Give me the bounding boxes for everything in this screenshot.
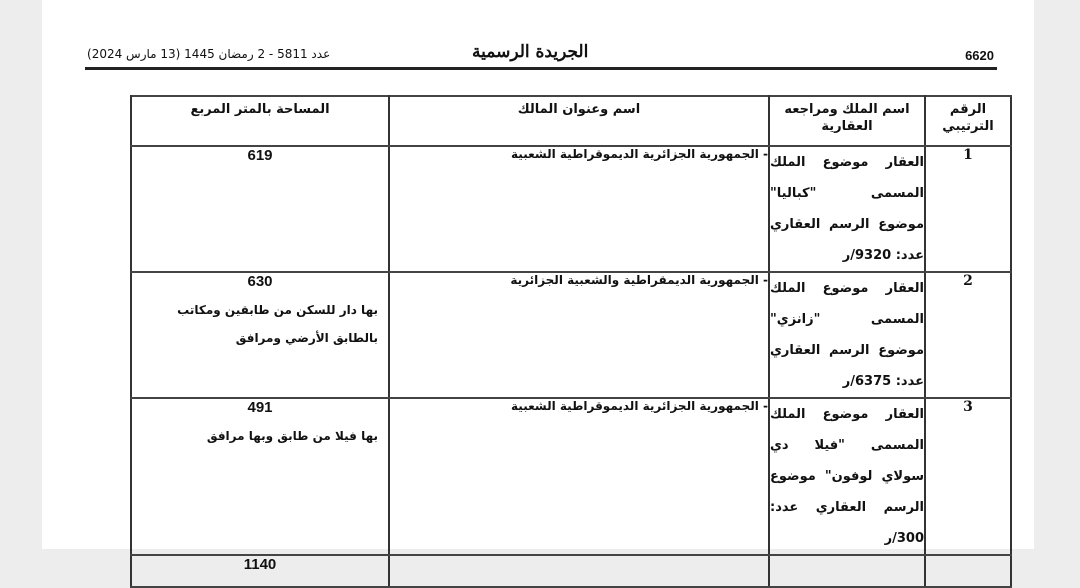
property-reference (769, 555, 925, 587)
column-header-property: اسم الملك ومراجعه العقارية (769, 96, 925, 146)
owner-name: - الجمهورية الديمقراطية والشعبية الجزائرية (389, 272, 769, 398)
table-row (131, 272, 1011, 398)
area-cell (131, 272, 389, 398)
owner-name: - الجمهورية الجزائرية الديموقراطية الشعبية (389, 398, 769, 555)
column-header-number: الرقم الترتيبي (925, 96, 1011, 146)
area-value: 619 (247, 147, 273, 164)
property-reference: العقار موضوع الملك المسمى "فيلا دي سولاي لوفون" موضوع الرسم العقاري عدد: 300/ر (769, 398, 925, 555)
page-number: 6620 (965, 48, 994, 63)
owner-name (389, 555, 769, 587)
column-header-area: المساحة بالمتر المربع (131, 96, 389, 146)
area-note: بها دار للسكن من طابقين ومكاتب بالطابق الأرضي ومرافق (177, 303, 378, 345)
document-page (42, 0, 1034, 573)
column-header-owner: اسم وعنوان المالك (389, 96, 769, 146)
area-cell (131, 398, 389, 555)
header-rule (85, 67, 997, 70)
row-number: 3 (925, 398, 1011, 555)
issue-info: عدد 5811 - 2 رمضان 1445 (13 مارس 2024) (87, 47, 331, 61)
table-row (131, 555, 1011, 587)
table-row (131, 146, 1011, 272)
area-value: 491 (247, 399, 273, 416)
owner-name: - الجمهورية الجزائرية الديموقراطية الشعبية (389, 146, 769, 272)
area-value: 630 (247, 273, 273, 290)
journal-title: الجريدة الرسمية (472, 42, 589, 62)
area-value: 1140 (131, 555, 389, 587)
area-note: بها فيلا من طابق وبها مرافق (206, 429, 378, 443)
row-number: 2 (925, 272, 1011, 398)
area-cell (131, 146, 389, 272)
table-row (131, 398, 1011, 555)
property-reference: العقار موضوع الملك المسمى "كباليا" موضوع الرسم العقاري عدد: 9320/ر (769, 146, 925, 272)
row-number (925, 555, 1011, 587)
row-number: 1 (925, 146, 1011, 272)
property-reference: العقار موضوع الملك المسمى "زانزي" موضوع الرسم العقاري عدد: 6375/ر (769, 272, 925, 398)
property-table (130, 95, 1012, 588)
